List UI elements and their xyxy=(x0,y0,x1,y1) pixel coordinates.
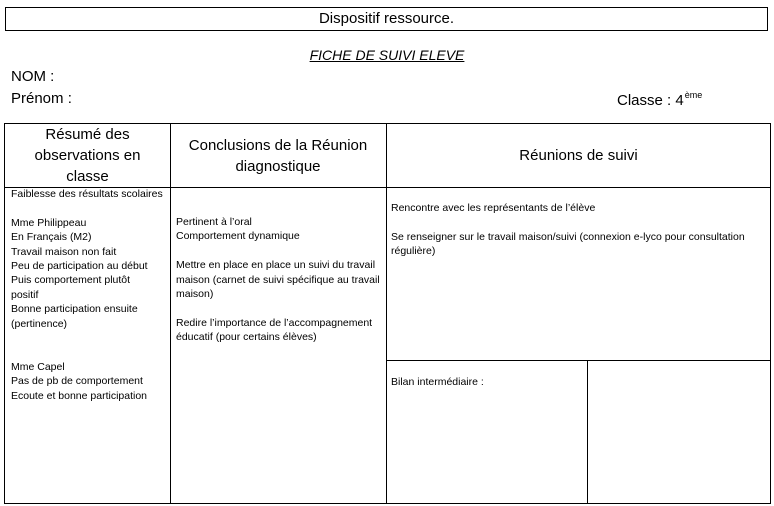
observation-line: Peu de participation au début xyxy=(11,260,148,273)
form-title: FICHE DE SUIVI ELEVE xyxy=(309,47,465,63)
observation-line: Mme Capel xyxy=(11,360,65,373)
conclusion-line: Redire l’importance de l’accompagnement éducatif (pour certains élèves) xyxy=(176,316,373,344)
conclusion-line: Mettre en place en place un suivi du travail maison (carnet de suivi spécifique au travail maison) xyxy=(176,259,380,301)
header-suivi xyxy=(386,124,771,187)
observation-line: Ecoute et bonne participation xyxy=(11,389,148,402)
header-suivi-text: Réunions de suivi xyxy=(519,147,638,164)
nom-label: NOM : xyxy=(11,68,55,85)
conclusions-cell xyxy=(176,215,384,345)
classe-label xyxy=(617,90,702,109)
bilan-cell xyxy=(391,375,587,389)
conclusion-line: Pertinent à l’oral xyxy=(176,216,252,228)
classe-text: Classe : 4 xyxy=(617,92,684,109)
classe-superscript: ème xyxy=(684,90,703,100)
header-observations-text: Résumé des observations en classe xyxy=(34,126,141,185)
header-conclusions xyxy=(170,124,386,187)
observation-line: Pas de pb de comportement xyxy=(11,375,143,388)
header-conclusions-text: Conclusions de la Réunion diagnostique xyxy=(188,136,368,175)
observations-cell xyxy=(11,187,169,403)
suivi-cell xyxy=(391,201,769,259)
bilan-label: Bilan intermédiaire : xyxy=(391,376,484,388)
observation-line: Puis comportement plutôt positif xyxy=(11,274,131,301)
observation-line: Faiblesse des résultats scolaires xyxy=(11,188,163,200)
observation-line: En Français (M2) xyxy=(11,231,92,244)
header-observations xyxy=(5,124,170,187)
conclusion-line: Comportement dynamique xyxy=(176,230,300,243)
document-banner: Dispositif ressource. xyxy=(5,7,768,31)
bilan-divider xyxy=(587,360,588,503)
suivi-divider xyxy=(386,360,771,361)
suivi-line: Rencontre avec les représentants de l’élève xyxy=(391,202,596,214)
observation-line: Travail maison non fait xyxy=(11,245,117,258)
suivi-line: Se renseigner sur le travail maison/suivi (connexion e-lyco pour consultation régulière) xyxy=(391,230,745,258)
prenom-label: Prénom : xyxy=(11,90,72,107)
observation-line: Mme Philippeau xyxy=(11,216,87,229)
observation-line: Bonne participation ensuite (pertinence) xyxy=(11,303,138,330)
follow-up-table xyxy=(4,123,771,504)
